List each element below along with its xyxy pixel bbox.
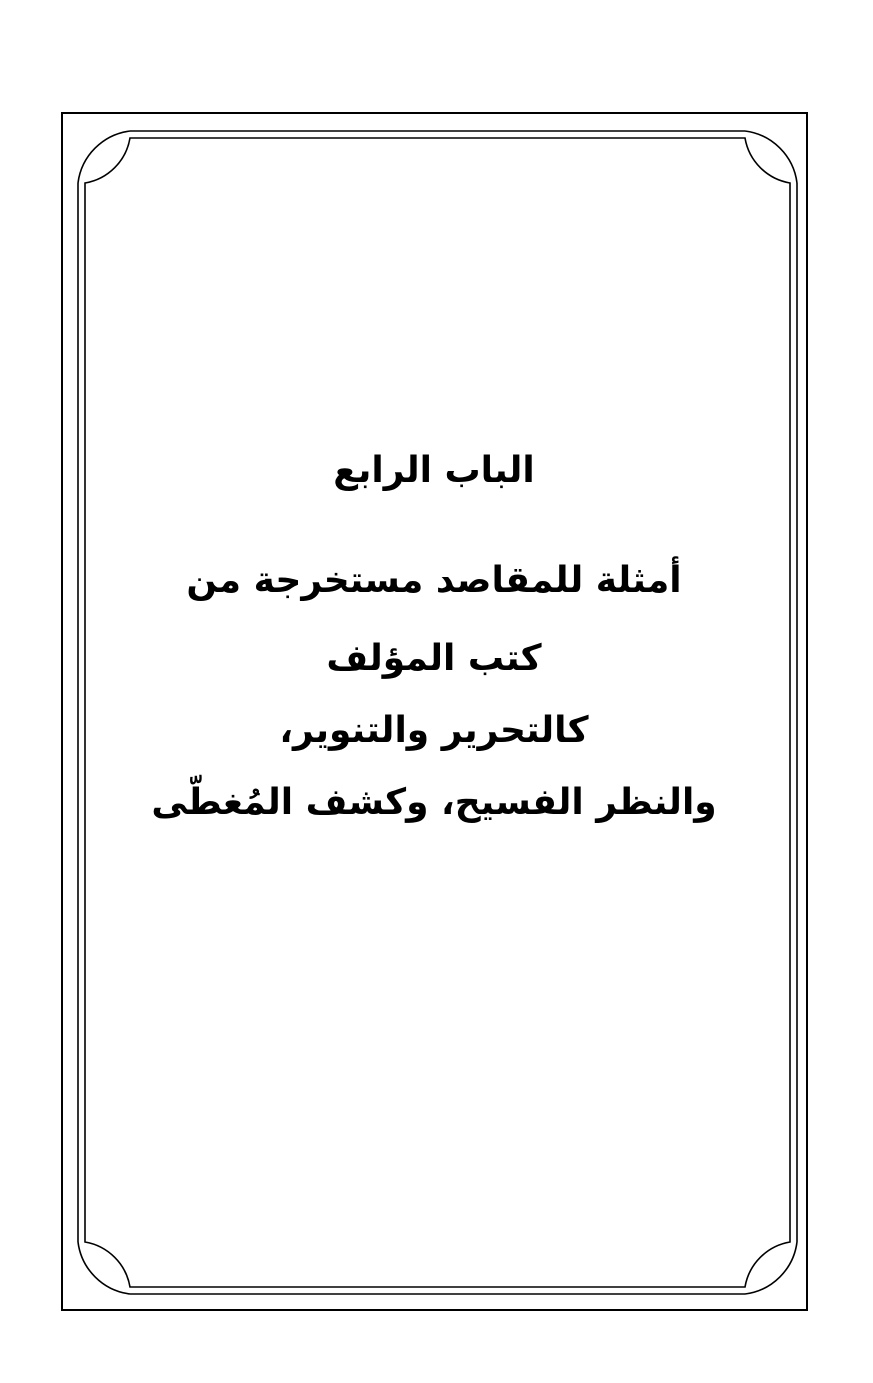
chapter-heading: الباب الرابع	[333, 450, 535, 491]
subtitle-line-1: أمثلة للمقاصد مستخرجة من	[186, 560, 682, 601]
subtitle-line-3: كالتحرير والتنوير،	[279, 710, 589, 751]
subtitle-line-4: والنظر الفسيح، وكشف المُغطّى	[151, 782, 717, 823]
title-page	[60, 110, 808, 1305]
subtitle-line-2: كتب المؤلف	[326, 638, 542, 679]
